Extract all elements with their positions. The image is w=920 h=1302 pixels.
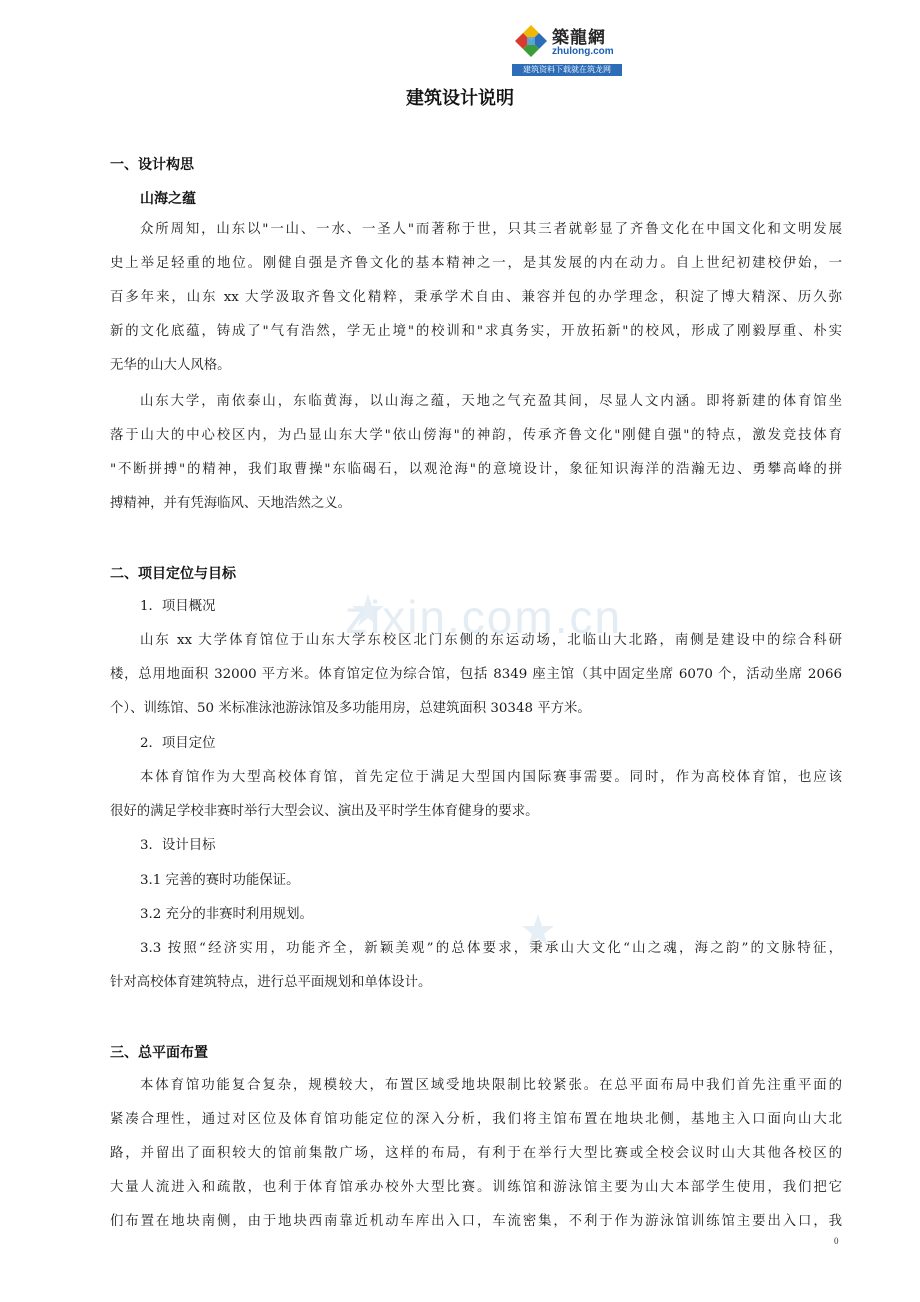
goal-item: 3.2 充分的非赛时利用规划。 (140, 907, 313, 922)
paragraph-line: 楼，总用地面积 32000 平方米。体育馆定位为综合馆，包括 8349 座主馆（其中固定坐席 6070 个，活动坐席 2066 (110, 667, 842, 682)
list-item-goals: 3．设计目标 (140, 838, 216, 853)
paragraph-line: 山东 xx 大学体育馆位于山东大学东校区北门东侧的东运动场，北临山大北路，南侧是建设中的综合科研 (140, 633, 842, 648)
document-title: 建筑设计说明 (406, 88, 514, 109)
page-number: 0 (834, 1236, 839, 1246)
list-item-overview: 1．项目概况 (140, 599, 216, 614)
logo-tagline: 建筑资料下载就在筑龙网 (512, 64, 622, 76)
paragraph-line: 百多年来，山东 xx 大学汲取齐鲁文化精粹，秉承学术自由、兼容并包的办学理念，积淀了博大精深、历久弥 (110, 290, 842, 305)
watermark-text: zixin.com.cn (345, 591, 623, 643)
paragraph-line: 新的文化底蕴，铸成了"气有浩然，学无止境"的校训和"求真务实，开放拓新"的校风，形成了刚毅厚重、朴实 (110, 324, 842, 339)
paragraph-line: 很好的满足学校非赛时举行大型会议、演出及平时学生体育健身的要求。 (110, 804, 539, 819)
paragraph-line: "不断拼搏"的精神，我们取曹操"东临碣石，以观沧海"的意境设计，象征知识海洋的浩瀚无边、勇攀高峰的拼 (110, 462, 842, 477)
paragraph-line: 本体育馆功能复合复杂，规模较大，布置区域受地块限制比较紧张。在总平面布局中我们首先注重平面的 (140, 1078, 842, 1093)
subheading-mountain-sea: 山海之蕴 (140, 191, 196, 207)
logo-chinese-name: 築龍網 (552, 28, 606, 48)
logo-domain: zhulong.com (552, 46, 614, 57)
goal-item: 3.1 完善的赛时功能保证。 (140, 873, 300, 888)
section-heading-design-concept: 一、设计构思 (110, 157, 194, 173)
paragraph-line: 们布置在地块南侧，由于地块西南靠近机动车库出入口，车流密集，不利于作为游泳馆训练馆主要出入口，我 (110, 1214, 842, 1229)
paragraph-line: 个）、训练馆、50 米标准泳池游泳馆及多功能用房，总建筑面积 30348 平方米。 (110, 701, 591, 716)
paragraph-line: 落于山大的中心校区内，为凸显山东大学"依山傍海"的神韵，传承齐鲁文化"刚健自强"的特点，激发竞技体育 (110, 428, 842, 443)
paragraph-line: 山东大学，南依泰山，东临黄海，以山海之蕴，天地之气充盈其间，尽显人文内涵。即将新建的体育馆坐 (140, 394, 842, 409)
section-heading-positioning: 二、项目定位与目标 (110, 566, 236, 582)
paragraph-line: 众所周知，山东以"一山、一水、一圣人"而著称于世，只其三者就彰显了齐鲁文化在中国文化和文明发展 (140, 222, 842, 237)
paragraph-line: 无华的山大人风格。 (110, 358, 231, 373)
paragraph-line: 大量人流进入和疏散，也利于体育馆承办校外大型比赛。训练馆和游泳馆主要为山大本部学生使用，我们把它 (110, 1180, 842, 1195)
goal-item: 3.3 按照“经济实用，功能齐全，新颖美观”的总体要求，秉承山大文化“山之魂，海之韵”的文脉特征， (140, 941, 842, 956)
section-heading-site-plan: 三、总平面布置 (110, 1045, 208, 1061)
paragraph-line: 紧凑合理性，通过对区位及体育馆功能定位的深入分析，我们将主馆布置在地块北侧，基地主入口面向山大北 (110, 1112, 842, 1127)
paragraph-line: 史上举足轻重的地位。刚健自强是齐鲁文化的基本精神之一，是其发展的内在动力。自上世纪初建校伊始，一 (110, 256, 842, 271)
paragraph-line: 针对高校体育建筑特点，进行总平面规划和单体设计。 (110, 975, 432, 990)
paragraph-line: 路，并留出了面积较大的馆前集散广场，这样的布局，有利于在举行大型比赛或全校会议时山大其他各校区的 (110, 1146, 842, 1161)
zhulong-logo[interactable] (512, 20, 622, 78)
list-item-positioning: 2．项目定位 (140, 736, 216, 751)
paragraph-line: 本体育馆作为大型高校体育馆，首先定位于满足大型国内国际赛事需要。同时，作为高校体育馆，也应该 (140, 770, 842, 785)
diamond-logo-icon (514, 24, 548, 58)
paragraph-line: 搏精神，并有凭海临风、天地浩然之义。 (110, 496, 352, 511)
